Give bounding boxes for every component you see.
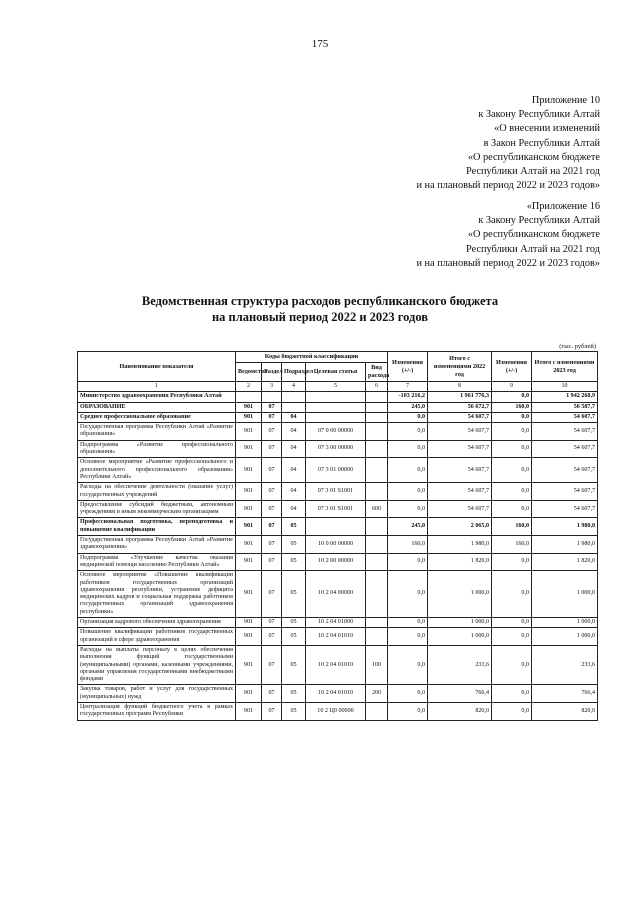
table-row [78, 628, 598, 646]
change-2023: 0,0 [492, 618, 532, 628]
change-2023: 0,0 [492, 702, 532, 720]
row-name: Централизация функций бюджетного учета в рамках государственных программ Республики [78, 702, 236, 720]
razdel-code: 07 [262, 500, 282, 518]
total-2023: 54 607,7 [532, 483, 598, 501]
total-2023: 1 000,0 [532, 571, 598, 618]
header-total-2022: Итого с изменениями 2022 год [428, 352, 492, 382]
razdel-code: 07 [262, 571, 282, 618]
target-article: 10 0 00 00000 [306, 536, 366, 554]
total-2022: 2 065,0 [428, 518, 492, 536]
target-article [306, 518, 366, 536]
change-2022: 0,0 [388, 645, 428, 684]
total-2022: 1 961 776,3 [428, 392, 492, 402]
razdel-code: 07 [262, 685, 282, 703]
header-razdel: Раздел [262, 363, 282, 382]
row-name: Расходы на выплаты персоналу в целях обеспечения выполнения функций государственными (муниципальными) органами, казенными учреждениями, органами управления государственными внебюджетными фондами [78, 645, 236, 684]
row-name: Подпрограмма «Развитие профессионального образования» [78, 440, 236, 458]
podrazdel-code: 05 [282, 553, 306, 571]
column-number-row [78, 382, 598, 392]
expense-type: 100 [366, 645, 388, 684]
change-2023: 0,0 [492, 500, 532, 518]
change-2023: 0,0 [492, 628, 532, 646]
change-2023: 0,0 [492, 645, 532, 684]
razdel-code: 07 [262, 440, 282, 458]
expense-type [366, 518, 388, 536]
expense-type [366, 536, 388, 554]
podrazdel-code: 05 [282, 571, 306, 618]
appendix-line: в Закон Республики Алтай [483, 137, 600, 149]
expense-type [366, 423, 388, 441]
total-2023: 1 820,0 [532, 553, 598, 571]
table-row [78, 483, 598, 501]
ved-code: 901 [236, 412, 262, 422]
page-number: 175 [311, 38, 329, 50]
total-2023: 54 607,7 [532, 458, 598, 483]
header-ved: Ведомства [236, 363, 262, 382]
change-2023: 0,0 [492, 571, 532, 618]
table-row [78, 645, 598, 684]
appendix-line: Республики Алтай на 2021 год [466, 166, 600, 178]
appendix-line: Приложение 10 [531, 95, 600, 106]
change-2023: 0,0 [492, 483, 532, 501]
podrazdel-code: 04 [282, 483, 306, 501]
header-codes: Коды бюджетной классификации [236, 352, 388, 363]
table-row [78, 685, 598, 703]
table-row [78, 412, 598, 422]
total-2023: 233,6 [532, 645, 598, 684]
expense-type [366, 553, 388, 571]
change-2023: 160,0 [492, 402, 532, 412]
appendix-line: и на плановый период 2022 и 2023 годов» [416, 257, 600, 269]
header-change-2022: Изменения (+/-) [388, 352, 428, 382]
header-vid: Вид расхода [366, 363, 388, 382]
column-number: 8 [428, 382, 492, 392]
ved-code [236, 392, 262, 402]
total-2022: 1 820,0 [428, 553, 492, 571]
unit-label: (тыс. рублей) [559, 343, 596, 350]
row-name: Профессиональная подготовка, переподготовка и повышение квалификации [78, 518, 236, 536]
change-2022: 0,0 [388, 458, 428, 483]
expense-type [366, 628, 388, 646]
table-row [78, 553, 598, 571]
change-2022: 0,0 [388, 571, 428, 618]
expense-type [366, 702, 388, 720]
ved-code: 901 [236, 628, 262, 646]
podrazdel-code [282, 402, 306, 412]
razdel-code: 07 [262, 702, 282, 720]
expense-type [366, 440, 388, 458]
change-2023: 0,0 [492, 553, 532, 571]
razdel-code: 07 [262, 412, 282, 422]
expense-type: 200 [366, 685, 388, 703]
total-2023: 54 607,7 [532, 500, 598, 518]
total-2023: 54 607,7 [532, 440, 598, 458]
table-row [78, 618, 598, 628]
header-change-2023: Изменения (+/-) [492, 352, 532, 382]
target-article: 07 3 01 00000 [306, 458, 366, 483]
razdel-code: 07 [262, 628, 282, 646]
row-name: Государственная программа Республики Алтай «Развитие здравоохранения» [78, 536, 236, 554]
change-2022: 0,0 [388, 553, 428, 571]
ved-code: 901 [236, 685, 262, 703]
total-2022: 820,0 [428, 702, 492, 720]
target-article: 07 3 01 S1001 [306, 483, 366, 501]
podrazdel-code: 04 [282, 440, 306, 458]
total-2023: 766,4 [532, 685, 598, 703]
appendix-line: «О республиканском бюджете [467, 229, 600, 241]
razdel-code: 07 [262, 518, 282, 536]
change-2023: 0,0 [492, 423, 532, 441]
total-2022: 54 607,7 [428, 440, 492, 458]
total-2022: 54 607,7 [428, 412, 492, 422]
total-2022: 54 607,7 [428, 423, 492, 441]
column-number: 1 [78, 382, 236, 392]
total-2022: 54 607,7 [428, 483, 492, 501]
total-2022: 56 672,7 [428, 402, 492, 412]
target-article [306, 392, 366, 402]
total-2023: 1 980,0 [532, 518, 598, 536]
table-row [78, 392, 598, 402]
ved-code: 901 [236, 702, 262, 720]
podrazdel-code: 05 [282, 702, 306, 720]
total-2023: 1 980,0 [532, 536, 598, 554]
change-2022: 0,0 [388, 440, 428, 458]
change-2023: 0,0 [492, 412, 532, 422]
change-2023: 0,0 [492, 458, 532, 483]
change-2022: 245,0 [388, 518, 428, 536]
appendix-16-block [416, 200, 600, 271]
ved-code: 901 [236, 618, 262, 628]
podrazdel-code: 05 [282, 645, 306, 684]
column-number: 9 [492, 382, 532, 392]
total-2022: 54 607,7 [428, 458, 492, 483]
change-2022: 0,0 [388, 618, 428, 628]
column-number: 5 [306, 382, 366, 392]
row-name: Государственная программа Республики Алтай «Развитие образования» [78, 423, 236, 441]
podrazdel-code: 05 [282, 628, 306, 646]
header-podrazdel: Подраздел [282, 363, 306, 382]
appendix-line: «Приложение 16 [526, 201, 600, 212]
razdel-code: 07 [262, 645, 282, 684]
total-2023: 1 000,0 [532, 618, 598, 628]
change-2022: 0,0 [388, 423, 428, 441]
razdel-code: 07 [262, 458, 282, 483]
podrazdel-code: 05 [282, 618, 306, 628]
total-2023: 56 587,7 [532, 402, 598, 412]
table-row [78, 571, 598, 618]
change-2023: 160,0 [492, 536, 532, 554]
table-row [78, 536, 598, 554]
header-statya: Целевая статья [306, 363, 366, 382]
ved-code: 901 [236, 518, 262, 536]
podrazdel-code: 05 [282, 536, 306, 554]
target-article: 07 3 00 00000 [306, 440, 366, 458]
row-name: Среднее профессиональное образование [78, 412, 236, 422]
target-article: 10 2 04 01000 [306, 618, 366, 628]
table-row [78, 458, 598, 483]
title-line-1: Ведомственная структура расходов республиканского бюджета [141, 294, 499, 308]
table-row [78, 518, 598, 536]
appendix-10-block [416, 94, 600, 193]
row-name: Подпрограмма «Улучшение качества оказания медицинской помощи населению Республики Алтай» [78, 553, 236, 571]
total-2022: 233,6 [428, 645, 492, 684]
table-row [78, 440, 598, 458]
total-2022: 1 000,0 [428, 628, 492, 646]
total-2022: 1 980,0 [428, 536, 492, 554]
total-2023: 1 942 268,9 [532, 392, 598, 402]
podrazdel-code: 04 [282, 423, 306, 441]
change-2022: -103 216,2 [388, 392, 428, 402]
target-article [306, 402, 366, 412]
change-2022: 0,0 [388, 483, 428, 501]
appendix-line: Республики Алтай на 2021 год [466, 243, 600, 255]
row-name: Закупка товаров, работ и услуг для государственных (муниципальных) нужд [78, 685, 236, 703]
ved-code: 901 [236, 423, 262, 441]
expense-type [366, 483, 388, 501]
total-2023: 54 607,7 [532, 423, 598, 441]
appendix-line: «О внесении изменений [494, 123, 600, 135]
expense-type [366, 412, 388, 422]
ved-code: 901 [236, 402, 262, 412]
appendix-line: «О республиканском бюджете [467, 151, 600, 163]
change-2023: 160,0 [492, 518, 532, 536]
target-article: 10 2 00 00000 [306, 553, 366, 571]
ved-code: 901 [236, 440, 262, 458]
podrazdel-code: 04 [282, 500, 306, 518]
target-article: 07 3 01 S1001 [306, 500, 366, 518]
target-article [306, 412, 366, 422]
document-title [0, 294, 640, 325]
podrazdel-code: 05 [282, 518, 306, 536]
row-name: Организация кадрового обеспечения здравоохранения [78, 618, 236, 628]
change-2023: 0,0 [492, 392, 532, 402]
row-name: Предоставление субсидий бюджетным, автономным учреждениям и иным некоммерческим организациям [78, 500, 236, 518]
razdel-code: 07 [262, 483, 282, 501]
ved-code: 901 [236, 536, 262, 554]
title-line-2: на плановый период 2022 и 2023 годов [211, 309, 429, 324]
column-number: 3 [262, 382, 282, 392]
total-2022: 1 000,0 [428, 618, 492, 628]
total-2023: 54 607,7 [532, 412, 598, 422]
total-2022: 1 000,0 [428, 571, 492, 618]
header-name: Наименование показателя [78, 352, 236, 382]
target-article: 10 2 04 01010 [306, 628, 366, 646]
podrazdel-code: 05 [282, 685, 306, 703]
change-2022: 0,0 [388, 685, 428, 703]
target-article: 10 2 04 00000 [306, 571, 366, 618]
expense-type: 600 [366, 500, 388, 518]
razdel-code: 07 [262, 618, 282, 628]
row-name: ОБРАЗОВАНИЕ [78, 402, 236, 412]
razdel-code: 07 [262, 402, 282, 412]
total-2023: 820,0 [532, 702, 598, 720]
total-2023: 1 000,0 [532, 628, 598, 646]
change-2022: 0,0 [388, 500, 428, 518]
ved-code: 901 [236, 553, 262, 571]
razdel-code: 07 [262, 423, 282, 441]
expense-type [366, 571, 388, 618]
podrazdel-code: 04 [282, 458, 306, 483]
table-row [78, 702, 598, 720]
change-2022: 0,0 [388, 412, 428, 422]
target-article: 10 2 04 01010 [306, 685, 366, 703]
appendix-line: к Закону Республики Алтай [478, 215, 600, 227]
change-2023: 0,0 [492, 685, 532, 703]
column-number: 2 [236, 382, 262, 392]
change-2022: 160,0 [388, 536, 428, 554]
change-2022: 0,0 [388, 702, 428, 720]
column-number: 7 [388, 382, 428, 392]
expense-type [366, 458, 388, 483]
row-name: Министерство здравоохранения Республики Алтай [78, 392, 236, 402]
expense-type [366, 618, 388, 628]
expense-type [366, 402, 388, 412]
change-2022: 0,0 [388, 628, 428, 646]
ved-code: 901 [236, 458, 262, 483]
ved-code: 901 [236, 483, 262, 501]
column-number: 4 [282, 382, 306, 392]
row-name: Расходы на обеспечение деятельности (оказание услуг) государственных учреждений [78, 483, 236, 501]
appendix-line: к Закону Республики Алтай [478, 109, 600, 121]
total-2022: 766,4 [428, 685, 492, 703]
table-row [78, 500, 598, 518]
appendix-line: и на плановый период 2022 и 2023 годов» [416, 180, 600, 192]
podrazdel-code: 04 [282, 412, 306, 422]
expense-type [366, 392, 388, 402]
change-2022: 245,0 [388, 402, 428, 412]
razdel-code: 07 [262, 536, 282, 554]
ved-code: 901 [236, 500, 262, 518]
change-2023: 0,0 [492, 440, 532, 458]
table-row [78, 423, 598, 441]
razdel-code [262, 392, 282, 402]
table-row [78, 402, 598, 412]
podrazdel-code [282, 392, 306, 402]
razdel-code: 07 [262, 553, 282, 571]
column-number: 6 [366, 382, 388, 392]
target-article: 07 0 00 00000 [306, 423, 366, 441]
header-total-2023: Итого с изменениями 2023 год [532, 352, 598, 382]
row-name: Повышение квалификации работников государственных организаций в сфере здравоохранения [78, 628, 236, 646]
ved-code: 901 [236, 571, 262, 618]
column-number: 10 [532, 382, 598, 392]
target-article: 10 2 04 01010 [306, 645, 366, 684]
total-2022: 54 607,7 [428, 500, 492, 518]
target-article: 10 2 Ц0 00000 [306, 702, 366, 720]
expenditure-table [77, 351, 598, 721]
ved-code: 901 [236, 645, 262, 684]
row-name: Основное мероприятие «Развитие профессионального и дополнительного профессионального образования» Республики Алтай» [78, 458, 236, 483]
row-name: Основное мероприятие «Повышение квалификации работников государственных организаций здравоохранения республики, устранение дефицита медицинских кадров и социальная поддержка работников государственных организаций здравоохранения республики» [78, 571, 236, 618]
